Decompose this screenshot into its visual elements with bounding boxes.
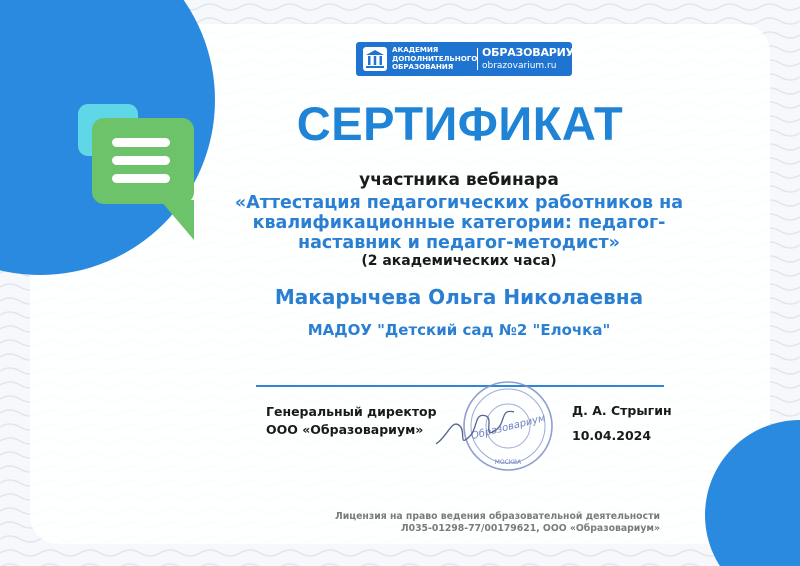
topic-line: «Аттестация педагогических работников на	[234, 193, 684, 213]
issue-date: 10.04.2024	[572, 428, 652, 443]
recipient-organization: МАДОУ "Детский сад №2 "Елочка"	[307, 321, 611, 339]
recipient-name: Макарычева Ольга Николаевна	[274, 285, 644, 309]
logo-text-line: ДОПОЛНИТЕЛЬНОГО	[392, 53, 478, 63]
logo-text-line: АКАДЕМИЯ	[392, 45, 439, 54]
brand-logo	[356, 42, 585, 76]
topic-line: наставник и педагог-методист»	[297, 233, 620, 253]
signatory-position	[266, 403, 437, 439]
topic-line: квалификационные категории: педагог-	[252, 213, 666, 233]
logo-academy-text	[392, 45, 478, 72]
logo-divider	[477, 48, 478, 70]
official-stamp	[430, 378, 570, 478]
webinar-topic	[0, 193, 800, 253]
position-line: ООО «Образовариум»	[266, 422, 424, 437]
stamp-text: Образовариум	[470, 412, 547, 443]
license-line: Лицензия на право ведения образовательной деятельности	[334, 511, 660, 522]
certificate-title: СЕРТИФИКАТ	[296, 97, 624, 150]
position-line: Генеральный директор	[266, 404, 437, 419]
academy-building-icon	[363, 47, 387, 71]
logo-url: obrazovarium.ru	[482, 61, 557, 71]
logo-brand-name: ОБРАЗОВАРИУМ	[482, 46, 585, 59]
license-info	[300, 511, 660, 535]
academic-hours: (2 академических часа)	[361, 253, 557, 269]
signatory-name: Д. А. Стрыгин	[572, 403, 672, 418]
stamp-city: МОСКВА	[494, 459, 522, 466]
license-line: Л035-01298-77/00179621, ООО «Образовариум»	[400, 523, 660, 534]
logo-text-line: ОБРАЗОВАНИЯ	[392, 62, 454, 72]
participant-label: участника вебинара	[359, 170, 559, 190]
